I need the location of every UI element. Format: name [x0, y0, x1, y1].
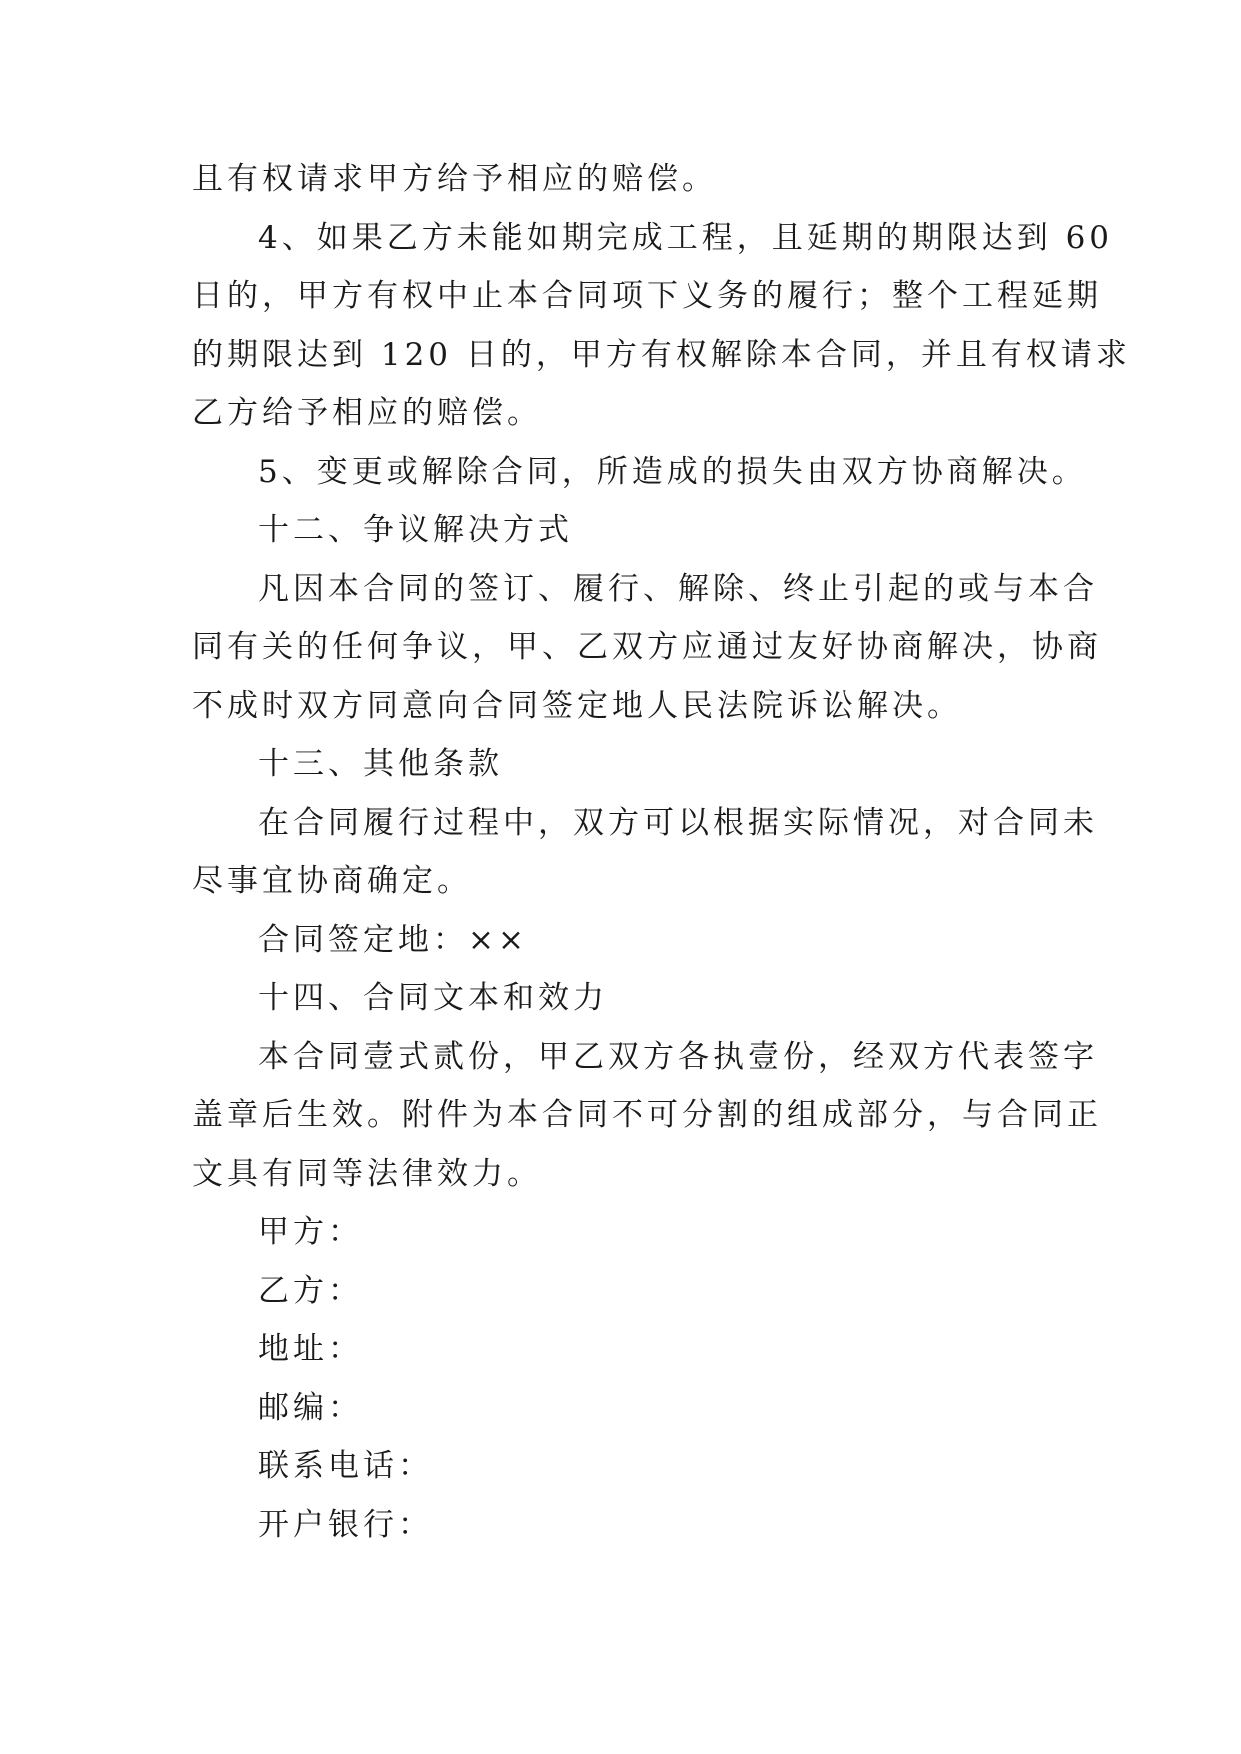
- postcode-field: 邮编：: [258, 1389, 363, 1426]
- signing-place: 合同签定地：××: [258, 921, 528, 958]
- text-line: 4、如果乙方未能如期完成工程，且延期的期限达到 60: [258, 219, 1114, 256]
- party-b-field: 乙方：: [258, 1272, 363, 1309]
- party-a-field: 甲方：: [258, 1214, 363, 1250]
- text-line: 日的，甲方有权中止本合同项下义务的履行；整个工程延期: [192, 278, 1102, 314]
- text-line: 文具有同等法律效力。: [192, 1155, 542, 1192]
- text-line: 的期限达到 120 日的，甲方有权解除本合同，并且有权请求: [192, 336, 1131, 373]
- text-line: 尽事宜协商确定。: [192, 863, 472, 899]
- text-line: 5、变更或解除合同，所造成的损失由双方协商解决。: [258, 453, 1087, 490]
- bank-field: 开户银行：: [258, 1506, 433, 1543]
- text-line: 乙方给予相应的赔偿。: [192, 395, 542, 431]
- section-heading: 十四、合同文本和效力: [258, 980, 608, 1016]
- text-line: 且有权请求甲方给予相应的赔偿。: [192, 161, 717, 197]
- text-line: 本合同壹式贰份，甲乙双方各执壹份，经双方代表签字: [258, 1038, 1098, 1075]
- section-heading: 十二、争议解决方式: [258, 512, 573, 548]
- text-line: 同有关的任何争议，甲、乙双方应通过友好协商解决，协商: [192, 629, 1102, 665]
- address-field: 地址：: [258, 1331, 363, 1367]
- text-line: 盖章后生效。附件为本合同不可分割的组成部分，与合同正: [192, 1097, 1102, 1133]
- document-page: [192, 150, 1131, 1554]
- phone-field: 联系电话：: [258, 1448, 433, 1484]
- text-line: 凡因本合同的签订、履行、解除、终止引起的或与本合: [258, 570, 1098, 607]
- text-line: 在合同履行过程中，双方可以根据实际情况，对合同未: [258, 804, 1098, 841]
- text-line: 不成时双方同意向合同签定地人民法院诉讼解决。: [192, 687, 962, 724]
- section-heading: 十三、其他条款: [258, 746, 503, 782]
